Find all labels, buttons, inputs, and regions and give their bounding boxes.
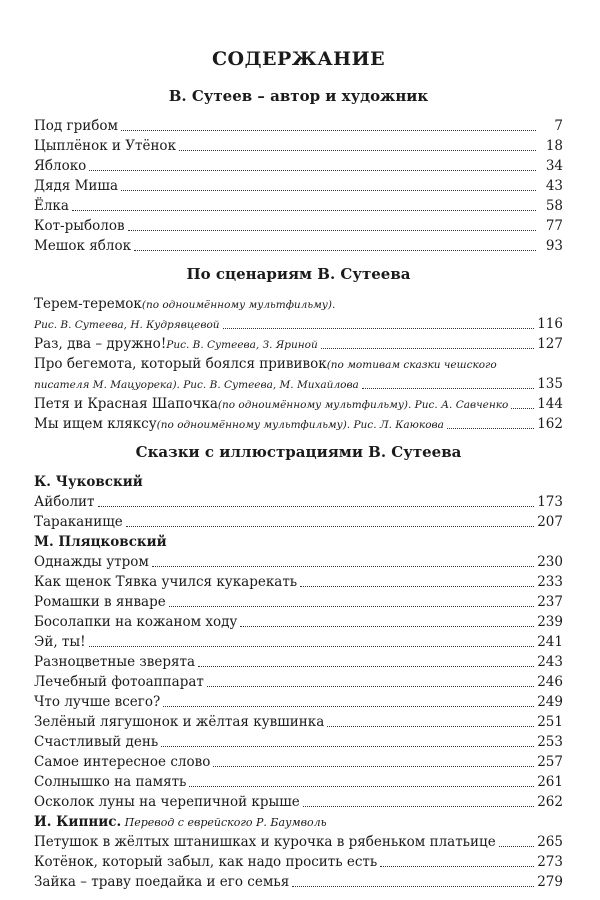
toc-entry[interactable] — [34, 732, 563, 752]
entry-title: Петя и Красная Шапочка — [34, 396, 218, 412]
leader-dots — [179, 149, 536, 151]
entry-title: Что лучше всего? — [34, 694, 161, 710]
leader-dots — [447, 427, 534, 429]
page-number: 265 — [537, 834, 563, 850]
entry-title: Раз, два – дружно! — [34, 336, 167, 352]
leader-dots — [213, 765, 534, 767]
leader-dots — [121, 189, 536, 191]
page-number: 273 — [537, 854, 563, 870]
entry-title: Ёлка — [34, 198, 69, 214]
page-number: 261 — [537, 774, 563, 790]
page-number: 249 — [537, 694, 563, 710]
toc-entry[interactable] — [34, 772, 563, 792]
leader-dots — [292, 885, 534, 887]
entry-title: Терем-теремок — [34, 296, 142, 312]
entry-title: Цыплёнок и Утёнок — [34, 138, 177, 154]
entry-list — [34, 492, 563, 532]
leader-dots — [300, 585, 534, 587]
entry-title: Айболит — [34, 494, 95, 510]
page-number: 18 — [545, 138, 563, 154]
entry-title: Как щенок Тявка учился кукарекать — [34, 574, 298, 590]
page-number: 230 — [537, 554, 563, 570]
section-author-artist — [34, 84, 563, 256]
entry-title: Разноцветные зверята — [34, 654, 196, 670]
entry-note: (по одноимённому мультфильму). Рис. Л. Каюкова — [156, 419, 444, 431]
entry-title: Кот-рыболов — [34, 218, 125, 234]
toc-entry[interactable] — [34, 612, 563, 632]
page-number: 239 — [537, 614, 563, 630]
toc-entry[interactable] — [34, 116, 563, 136]
leader-dots — [189, 785, 534, 787]
toc-entry[interactable] — [34, 572, 563, 592]
entry-list — [34, 552, 563, 812]
leader-dots — [303, 805, 534, 807]
entry-title: Однажды утром — [34, 554, 149, 570]
toc-entry[interactable] — [34, 792, 563, 812]
entry-list — [34, 832, 563, 892]
page-number: 7 — [554, 118, 563, 134]
page-number: 127 — [537, 336, 563, 352]
page-number: 93 — [545, 238, 563, 254]
page-number: 257 — [537, 754, 563, 770]
page-number: 251 — [537, 714, 563, 730]
entry-title: Зелёный лягушонок и жёлтая кувшинка — [34, 714, 325, 730]
leader-dots — [511, 407, 534, 409]
leader-dots — [321, 347, 534, 349]
toc-entry-continuation[interactable] — [34, 314, 563, 334]
toc-entry[interactable] — [34, 632, 563, 652]
entry-note: Рис. В. Сутеева, З. Яриной — [166, 339, 318, 351]
author-heading — [34, 812, 563, 832]
toc-entry[interactable] — [34, 552, 563, 572]
toc-entry[interactable] — [34, 216, 563, 236]
toc-entry[interactable] — [34, 752, 563, 772]
leader-dots — [152, 565, 534, 567]
leader-dots — [169, 605, 534, 607]
leader-dots — [72, 209, 536, 211]
page-number: 116 — [537, 316, 563, 332]
toc-entry[interactable] — [34, 652, 563, 672]
toc-entry[interactable] — [34, 156, 563, 176]
entry-title: Солнышко на память — [34, 774, 187, 790]
leader-dots — [126, 525, 534, 527]
entry-title: Тараканище — [34, 514, 123, 530]
leader-dots — [499, 845, 535, 847]
entry-title: Счастливый день — [34, 734, 159, 750]
toc-entry[interactable] — [34, 354, 563, 374]
leader-dots — [161, 745, 534, 747]
section-illustrated-tales — [34, 440, 563, 892]
toc-entry[interactable] — [34, 872, 563, 892]
leader-dots — [240, 625, 534, 627]
page-number: 144 — [537, 396, 563, 412]
leader-dots — [327, 725, 534, 727]
toc-entry[interactable] — [34, 176, 563, 196]
entry-title: Дядя Миша — [34, 178, 119, 194]
page-number: 135 — [537, 376, 563, 392]
toc-entry[interactable] — [34, 592, 563, 612]
toc-entry[interactable] — [34, 414, 563, 434]
section-title: В. Сутеев – автор и художник — [168, 87, 429, 105]
toc-entry[interactable] — [34, 294, 563, 314]
leader-dots — [89, 645, 535, 647]
section-scripts — [34, 262, 563, 434]
leader-dots — [362, 387, 534, 389]
entry-subline: писателя М. Мацуорека). Рис. В. Сутеева, М. Михайлова — [34, 379, 359, 391]
section-title: Сказки с иллюстрациями В. Сутеева — [135, 443, 462, 461]
page-number: 262 — [537, 794, 563, 810]
entry-note: (по одноимённому мультфильму). Рис. А. Савченко — [217, 399, 509, 411]
page-title: СОДЕРЖАНИЕ — [211, 48, 386, 70]
toc-entry[interactable] — [34, 832, 563, 852]
translator-note: Перевод с еврейского Р. Баумволь — [121, 816, 327, 829]
entry-title: Самое интересное слово — [34, 754, 211, 770]
author-heading — [34, 532, 563, 552]
entry-title: Мы ищем кляксу — [34, 416, 157, 432]
page-number: 43 — [545, 178, 563, 194]
leader-dots — [98, 505, 535, 507]
toc-entry[interactable] — [34, 196, 563, 216]
entry-title: Ромашки в январе — [34, 594, 166, 610]
author-name: М. Пляцковский — [34, 534, 167, 550]
author-name: И. Кипнис. — [34, 814, 122, 830]
entry-title: Зайка – траву поедайка и его семья — [34, 874, 290, 890]
leader-dots — [207, 685, 534, 687]
page-number: 241 — [537, 634, 563, 650]
leader-dots — [380, 865, 534, 867]
leader-dots — [89, 169, 536, 171]
toc-entry[interactable] — [34, 712, 563, 732]
toc-entry[interactable] — [34, 394, 563, 414]
leader-dots — [121, 129, 536, 131]
leader-dots — [134, 249, 536, 251]
page-number: 162 — [537, 416, 563, 432]
page-number: 173 — [537, 494, 563, 510]
entry-title: Под грибом — [34, 118, 118, 134]
author-heading — [34, 472, 563, 492]
page-number: 237 — [537, 594, 563, 610]
toc-entry[interactable] — [34, 136, 563, 156]
entry-note: (по мотивам сказки чешского — [326, 359, 497, 371]
page-number: 243 — [537, 654, 563, 670]
toc-entry[interactable] — [34, 492, 563, 512]
page-number: 207 — [537, 514, 563, 530]
entry-note: (по одноимённому мультфильму). — [141, 299, 336, 311]
entry-title: Босолапки на кожаном ходу — [34, 614, 238, 630]
page-number: 34 — [545, 158, 563, 174]
entry-title: Эй, ты! — [34, 634, 86, 650]
entry-title: Лечебный фотоаппарат — [34, 674, 204, 690]
entry-title: Яблоко — [34, 158, 87, 174]
entry-title: Петушок в жёлтых штанишках и курочка в рябеньком платьице — [34, 834, 496, 850]
toc-entry[interactable] — [34, 334, 563, 354]
leader-dots — [128, 229, 536, 231]
entry-subline: Рис. В. Сутеева, Н. Кудрявцевой — [34, 319, 220, 331]
toc-entry[interactable] — [34, 692, 563, 712]
section-title: По сценариям В. Сутеева — [186, 265, 411, 283]
page-number: 233 — [537, 574, 563, 590]
entry-title: Про бегемота, который боялся прививок — [34, 356, 327, 372]
toc-entry[interactable] — [34, 852, 563, 872]
author-name: К. Чуковский — [34, 474, 143, 490]
entry-title: Котёнок, который забыл, как надо просить есть — [34, 854, 378, 870]
leader-dots — [223, 327, 535, 329]
page-number: 77 — [545, 218, 563, 234]
toc-entry[interactable] — [34, 236, 563, 256]
entry-title: Мешок яблок — [34, 238, 132, 254]
page-number: 246 — [537, 674, 563, 690]
page-number: 253 — [537, 734, 563, 750]
entry-list — [34, 116, 563, 256]
page-number: 58 — [545, 198, 563, 214]
toc-entry-continuation[interactable] — [34, 374, 563, 394]
leader-dots — [198, 665, 534, 667]
toc-entry[interactable] — [34, 512, 563, 532]
page-number: 279 — [537, 874, 563, 890]
entry-title: Осколок луны на черепичной крыше — [34, 794, 300, 810]
toc-entry[interactable] — [34, 672, 563, 692]
leader-dots — [163, 705, 534, 707]
